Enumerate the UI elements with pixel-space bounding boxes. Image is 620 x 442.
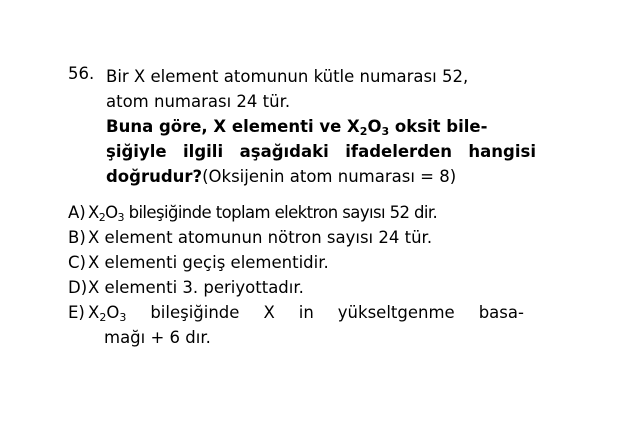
option-word: bileşiğinde [150, 303, 240, 322]
question-stem-line-1: Bir X element atomunun kütle numarası 52, [106, 67, 469, 86]
option-label: B) [68, 228, 86, 247]
question-number: 56. [68, 64, 95, 83]
formula-o: O [106, 303, 120, 322]
prompt-word: ifadelerden [345, 142, 452, 161]
option-label: D) [68, 278, 88, 297]
prompt-word: aşağıdaki [239, 142, 329, 161]
prompt-text-b: O [367, 117, 382, 136]
formula-x: X [88, 303, 100, 322]
question-stem-line-2: atom numarası 24 tür. [106, 92, 291, 111]
option-text: X elementi 3. periyottadır. [88, 278, 304, 297]
formula-o: O [105, 203, 118, 222]
option-text: X element atomunun nötron sayısı 24 tür. [88, 228, 433, 247]
option-word: basa- [478, 303, 524, 322]
prompt-text-c: oksit bile- [394, 117, 488, 136]
question-prompt-line-3 [106, 164, 536, 189]
option-text: X elementi geçiş elementidir. [88, 253, 329, 272]
option-text-continuation: mağı + 6 dır. [104, 328, 211, 347]
prompt-subscript-3: 3 [381, 125, 390, 138]
prompt-text-a: Buna göre, X elementi ve X [106, 117, 360, 136]
prompt-word: şiğiyle [106, 142, 167, 161]
question-body [106, 64, 536, 189]
prompt-subscript-2: 2 [359, 125, 368, 138]
formula-subscript: 2 [98, 211, 106, 224]
option-a-text: bileşiğinde toplam elektron sayısı 52 dir. [123, 203, 438, 222]
question-prompt-line-2 [106, 139, 536, 164]
formula-subscript: 2 [99, 311, 107, 324]
option-word: yükseltgenme [337, 303, 455, 322]
question-prompt-line-1 [106, 114, 536, 139]
option-label: A) [68, 203, 86, 222]
formula-subscript: 3 [119, 311, 127, 324]
formula-x: X [88, 203, 99, 222]
option-label: E) [68, 303, 85, 322]
option-word: X [263, 303, 275, 322]
option-word: in [298, 303, 314, 322]
oxygen-note: (Oksijenin atom numarası = 8) [202, 167, 457, 186]
prompt-word: hangisi [468, 142, 536, 161]
prompt-question: doğrudur? [106, 167, 203, 186]
formula-subscript: 3 [117, 211, 124, 224]
prompt-word: ilgili [183, 142, 224, 161]
option-label: C) [68, 253, 86, 272]
